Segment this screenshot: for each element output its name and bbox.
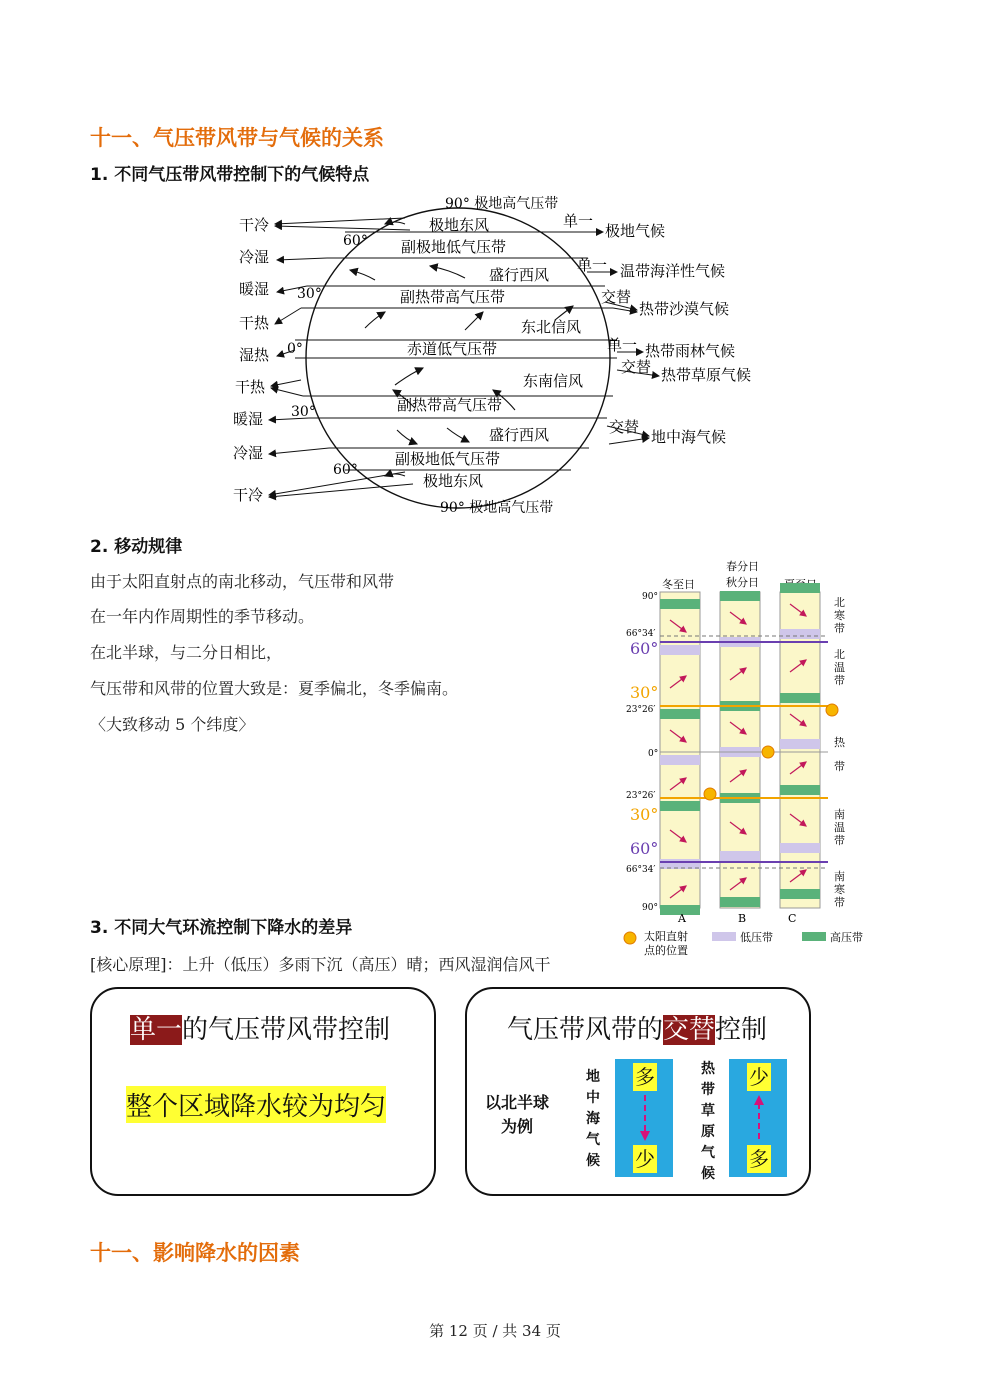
belt-subpolar-low-s: 副极地低气压带 [395, 450, 501, 468]
left-label-cold-wet-s: 冷湿 [233, 444, 264, 462]
legend-sun-label-2: 点的位置 [644, 944, 688, 957]
col-header-equinox-2: 秋分日 [726, 576, 759, 589]
climate-temperate-marine: 温带海洋性气候 [620, 262, 726, 280]
belt-subtropical-high-n: 副热带高气压带 [400, 288, 506, 306]
tick-2326n: 23°26′ [626, 705, 656, 715]
zone-south-frigid: 南寒带 [834, 870, 845, 909]
northern-hemisphere-note: 以北半球 为例 [485, 1093, 550, 1136]
low-pressure-band [780, 739, 820, 749]
col-letter-c: C [788, 912, 797, 925]
tick-2326s: 23°26′ [626, 791, 656, 801]
seasonal-shift-chart [620, 556, 882, 961]
col-header-equinox-1: 春分日 [726, 560, 759, 573]
control-single-1: 单一 [563, 212, 594, 230]
single-control-title: 单一的气压带风带控制 [130, 1015, 391, 1045]
tick-6634n: 66°34′ [626, 629, 656, 639]
down-arrow-icon [639, 1095, 651, 1141]
tick-0: 0° [648, 749, 659, 759]
belt-subpolar-low-n: 副极地低气压带 [401, 238, 507, 256]
lat-label-60n: 60° [343, 233, 368, 249]
legend-sun-label-1: 太阳直射 [644, 930, 688, 943]
movement-para-3: 在北半球，与二分日相比， [90, 643, 283, 662]
col-header-winter: 冬至日 [662, 578, 695, 591]
lat-label-30s: 30° [291, 404, 316, 420]
savanna-top: 少 [749, 1065, 769, 1089]
lat-label-90s: 90° 极地高气压带 [440, 500, 554, 516]
high-pressure-band [780, 583, 820, 593]
mediterranean-top: 多 [635, 1065, 655, 1089]
climate-tropical-rainforest: 热带雨林气候 [645, 342, 736, 360]
low-pressure-band [780, 843, 820, 853]
zone-north-temperate: 北温带 [834, 648, 845, 687]
savanna-bottom: 多 [749, 1147, 769, 1171]
mediterranean-label: 地 中 海 气 候 [586, 1069, 600, 1169]
zone-tropics: 热带 [834, 736, 845, 773]
high-pressure-band [660, 801, 700, 811]
belt-polar-easterlies-n: 极地东风 [429, 216, 490, 234]
legend-high-label: 高压带 [830, 931, 863, 944]
single-control-body: 整个区域降水较为均匀 [126, 1086, 386, 1123]
core-principle-text: [核心原理]：上升（低压）多雨下沉（高压）晴；西风湿润信风干 [90, 955, 551, 974]
high-pressure-band [660, 709, 700, 719]
left-label-warm-wet-s: 暖湿 [233, 410, 264, 428]
control-alternate-1: 交替 [601, 288, 632, 306]
control-alternate-2: 交替 [621, 358, 652, 376]
low-pressure-band [660, 645, 700, 655]
climate-polar: 极地气候 [605, 222, 666, 240]
lat-label-30n: 30° [297, 286, 322, 302]
high-pressure-band [780, 889, 820, 899]
savanna-label: 热 带 草 原 气 候 [701, 1061, 715, 1182]
left-label-cold-wet-n: 冷湿 [239, 248, 270, 266]
movement-para-1: 由于太阳直射点的南北移动，气压带和风带 [90, 572, 395, 591]
lat-label-60s: 60° [333, 462, 358, 478]
left-label-dry-hot-s: 干热 [235, 378, 266, 396]
legend-low-label: 低压带 [740, 931, 773, 944]
up-arrow-icon [753, 1095, 765, 1141]
high-pressure-band [660, 599, 700, 609]
control-single-2: 单一 [577, 256, 608, 274]
low-pressure-band [720, 851, 760, 861]
belt-polar-easterlies-s: 极地东风 [423, 472, 484, 490]
low-pressure-band [660, 859, 700, 869]
belt-se-trades: 东南信风 [523, 372, 584, 390]
alternate-highlight: 交替 [663, 1015, 716, 1045]
belt-equatorial-low: 赤道低气压带 [407, 340, 498, 358]
section-title-pressure-belts: 十一、气压带风带与气候的关系 [90, 126, 384, 150]
mediterranean-bar [615, 1059, 673, 1177]
movement-para-5: 〈大致移动 5 个纬度〉 [90, 715, 255, 734]
belt-westerlies-s: 盛行西风 [489, 426, 550, 444]
tick-90n: 90° [642, 592, 658, 602]
high-pressure-band [720, 897, 760, 907]
tick-30s-big: 30° [630, 805, 659, 824]
mediterranean-bottom: 少 [635, 1147, 655, 1171]
tick-60n-big: 60° [630, 639, 659, 658]
tick-6634s: 66°34′ [626, 865, 656, 875]
page-footer: 第 12 页 / 共 34 页 [429, 1322, 561, 1340]
movement-para-2: 在一年内作周期性的季节移动。 [90, 607, 315, 626]
alternating-control-title: 气压带风带的交替控制 [507, 1015, 768, 1045]
high-pressure-band [780, 785, 820, 795]
col-letter-b: B [738, 912, 747, 925]
tick-30n-big: 30° [630, 683, 659, 702]
single-control-box [90, 987, 436, 1196]
left-label-dry-hot-n: 干热 [239, 314, 270, 332]
left-label-wet-hot: 湿热 [239, 346, 270, 364]
section-title-precip-factors: 十一、影响降水的因素 [90, 1241, 300, 1265]
left-label-warm-wet-n: 暖湿 [239, 280, 270, 298]
high-pressure-band [720, 591, 760, 601]
savanna-bar [729, 1059, 787, 1177]
subsection-title-climate-features: 1. 不同气压带风带控制下的气候特点 [90, 165, 370, 185]
alternating-control-box [465, 987, 811, 1196]
low-pressure-band [660, 755, 700, 765]
col-letter-a: A [678, 912, 686, 925]
season-column [780, 592, 820, 908]
climate-tropical-savanna: 热带草原气候 [661, 366, 752, 384]
single-highlight: 单一 [130, 1015, 183, 1045]
lat-label-90n: 90° 极地高气压带 [445, 196, 559, 212]
control-alternate-3: 交替 [609, 418, 640, 436]
tick-60s-big: 60° [630, 839, 659, 858]
control-single-3: 单一 [607, 336, 638, 354]
low-pressure-band [780, 629, 820, 639]
tick-90s: 90° [642, 903, 658, 913]
lat-label-0: 0° [287, 341, 303, 357]
zone-north-frigid: 北寒带 [834, 596, 845, 635]
high-pressure-band [780, 693, 820, 703]
left-label-dry-cold-n: 干冷 [239, 216, 270, 234]
pressure-belt-globe-diagram [225, 190, 785, 520]
movement-para-4: 气压带和风带的位置大致是：夏季偏北，冬季偏南。 [90, 679, 459, 698]
zone-south-temperate: 南温带 [834, 808, 845, 847]
belt-ne-trades: 东北信风 [521, 318, 582, 336]
climate-mediterranean: 地中海气候 [651, 428, 727, 446]
subsection-title-precipitation: 3. 不同大气环流控制下降水的差异 [90, 918, 353, 938]
subsection-title-movement: 2. 移动规律 [90, 537, 183, 557]
belt-westerlies-n: 盛行西风 [489, 266, 550, 284]
left-label-dry-cold-s: 干冷 [233, 486, 264, 504]
climate-tropical-desert: 热带沙漠气候 [639, 300, 730, 318]
legend-sun-icon [624, 932, 636, 944]
belt-subtropical-high-s: 副热带高气压带 [397, 396, 503, 414]
